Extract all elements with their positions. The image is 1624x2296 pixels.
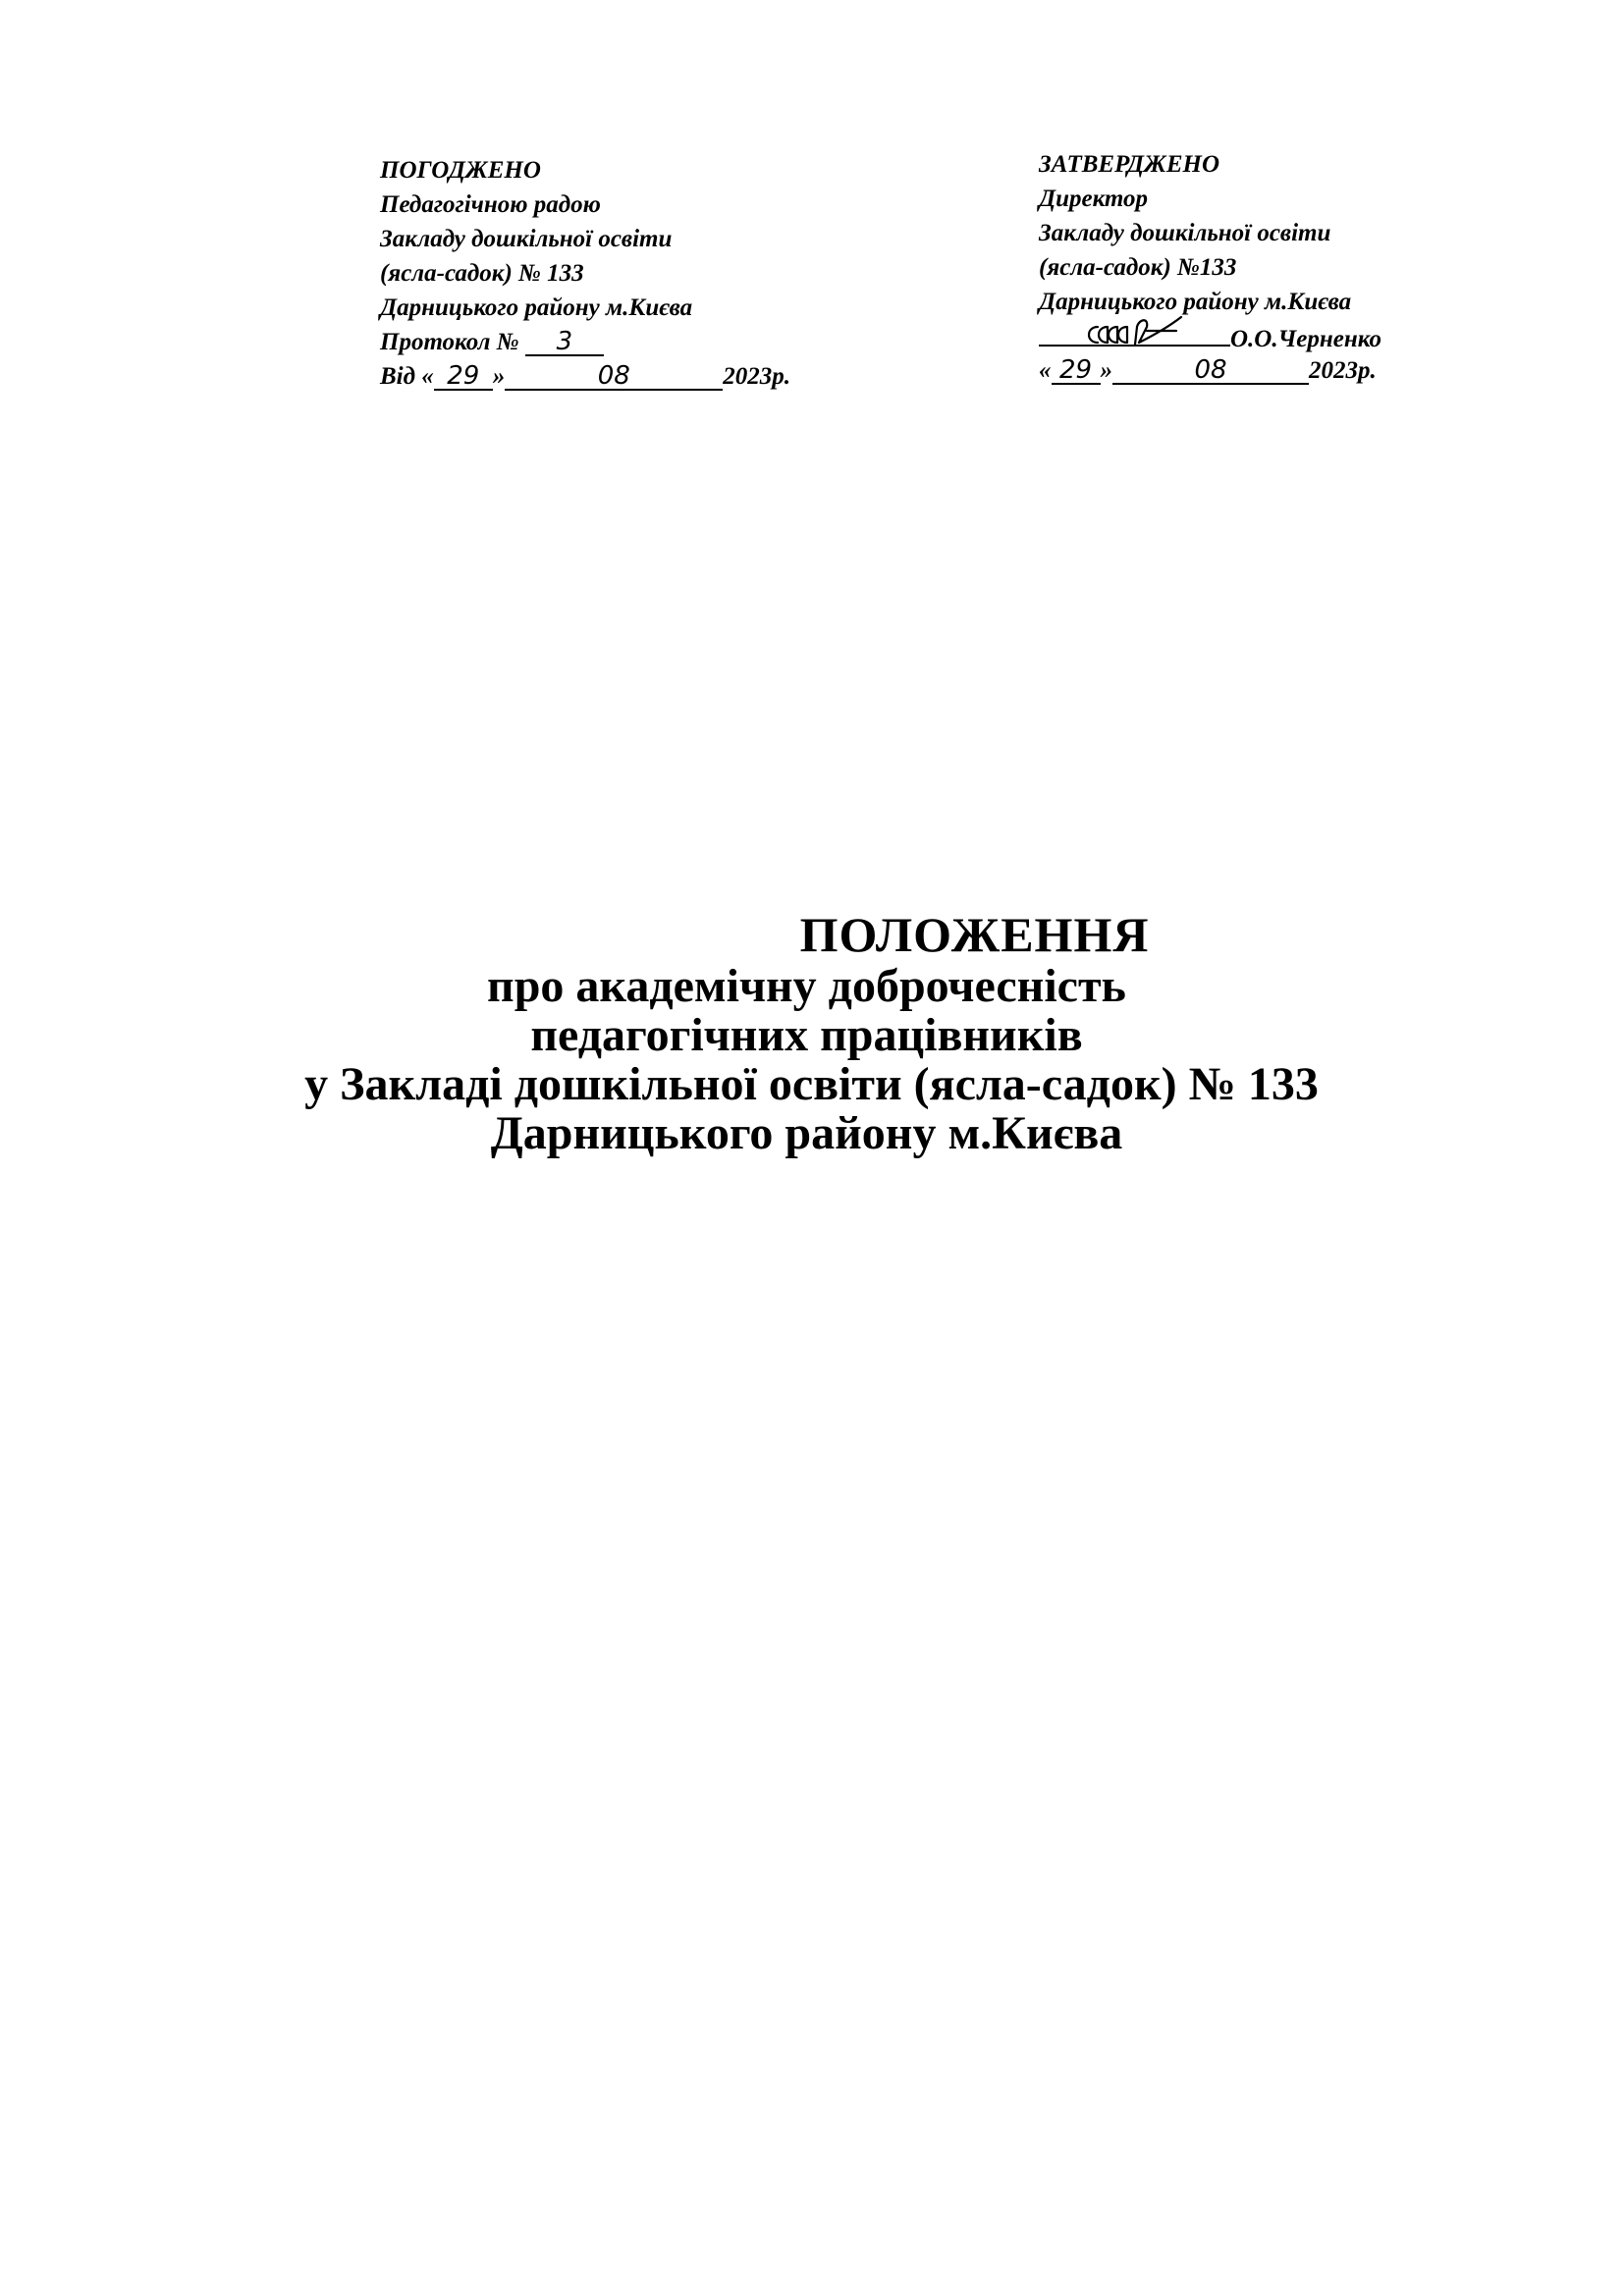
protocol-line — [380, 325, 891, 359]
protocol-number: 3 — [556, 327, 573, 356]
approved-date-month-field — [1112, 357, 1309, 385]
approved-line-1: Директор — [1039, 186, 1149, 212]
agreed-date-month: 08 — [597, 361, 630, 391]
signature-line — [1039, 319, 1549, 353]
approved-date-month: 08 — [1194, 355, 1227, 385]
agreed-heading: ПОГОДЖЕНО — [380, 157, 541, 184]
approved-line-4: Дарницького району м.Києва — [1039, 289, 1352, 315]
approved-line-3: (ясла-садок) №133 — [1039, 254, 1237, 281]
title-line-5: Дарницького району м.Києва — [490, 1107, 1123, 1159]
agreed-date-year: 2023р. — [723, 363, 791, 390]
document-title: ПОЛОЖЕННЯ — [799, 907, 1150, 962]
agreed-date-line — [380, 359, 891, 394]
handwritten-signature — [1078, 313, 1225, 352]
agreed-line-3: (ясла-садок) № 133 — [380, 260, 584, 287]
signer-name: О.О.Черненко — [1230, 326, 1381, 352]
approved-date-day-field — [1052, 357, 1101, 385]
title-line-2: про академічну доброчесність — [487, 960, 1126, 1012]
agreed-date-prefix: Від « — [380, 363, 434, 390]
approved-date-line — [1039, 353, 1549, 388]
approved-block — [1039, 147, 1549, 388]
agreed-date-mid: » — [492, 363, 506, 390]
approved-date-day: 29 — [1058, 355, 1093, 385]
title-line-3: педагогічних працівників — [530, 1009, 1083, 1061]
approved-date-prefix: « — [1039, 357, 1052, 384]
agreed-date-day: 29 — [447, 361, 480, 391]
protocol-number-field — [525, 329, 604, 356]
approved-heading: ЗАТВЕРДЖЕНО — [1039, 151, 1220, 178]
agreed-date-day-field — [434, 363, 493, 391]
document-title-block — [304, 907, 1624, 1159]
approved-date-year: 2023р. — [1309, 357, 1377, 384]
title-line-4: у Закладі дошкільної освіти (ясла-садок) № 133 — [304, 1058, 1319, 1110]
agreed-line-4: Дарницького району м.Києва — [380, 294, 693, 321]
approved-date-mid: » — [1100, 357, 1112, 384]
agreed-block — [380, 153, 891, 394]
agreed-line-2: Закладу дошкільної освіти — [380, 226, 673, 252]
agreed-date-month-field — [505, 363, 723, 391]
agreed-line-1: Педагогічною радою — [380, 191, 601, 218]
approved-line-2: Закладу дошкільної освіти — [1039, 220, 1331, 246]
protocol-label: Протокол № — [380, 329, 519, 355]
